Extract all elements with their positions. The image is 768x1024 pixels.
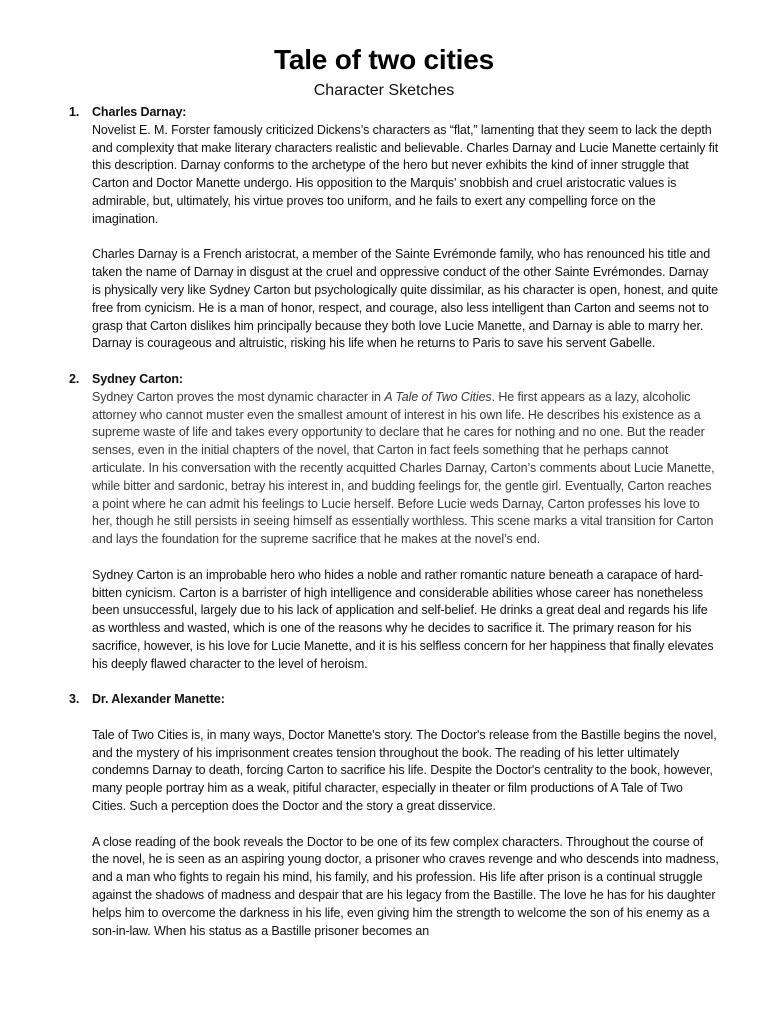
paragraph: Sydney Carton proves the most dynamic character in A Tale of Two Cities. He first appears as a lazy, alcoholic attorney who cannot muster even the smallest amount of interest in his own life. He describes his existence as a supreme waste of life and takes every opportunity to declare that he cares for nothing and no one. But the reader senses, even in the initial chapters of the novel, that Carton in fact feels something that he perhaps cannot articulate. In his conversation with the recently acquitted Charles Darnay, Carton’s comments about Lucie Manette, while bitter and sardonic, betray his interest in, and budding feelings for, the gentle girl. Eventually, Carton reaches a point where he can admit his feelings to Lucie herself. Before Lucie weds Darnay, Carton professes his love to her, though he still persists in seeing himself as essentially worthless. This scene marks a vital transition for Carton and lays the foundation for the supreme sacrifice that he makes at the novel’s end. <box>92 389 715 547</box>
paragraph: Novelist E. M. Forster famously criticized Dickens’s characters as “flat,” lamenting that they seem to lack the depth and complexity that make literary characters realistic and believable. Charles Darnay and Lucie Manette certainly fit this description. Darnay conforms to the archetype of the hero but never exhibits the kind of inner struggle that Carton and Doctor Manette undergo. His opposition to the Marquis’ snobbish and cruel aristocratic values is admirable, but, ultimately, his virtue proves too uniform, and he fails to exert any compelling force on the imagination. <box>92 122 719 226</box>
section-dr-alexander-manette <box>69 691 719 940</box>
book-title-italic: A Tale of Two Cities <box>384 389 492 404</box>
section-heading: Charles Darnay: <box>92 105 187 119</box>
paragraph: Charles Darnay is a French aristocrat, a member of the Sainte Evrémonde family, who has renounced his title and taken the name of Darnay in disgust at the cruel and oppressive conduct of the other Sainte Evrémondes. Darnay is physically very like Sydney Carton but psychologically quite dissimilar, as his character is open, honest, and quite free from cynicism. He is a man of honor, respect, and courage, also less intelligent than Carton and seems not to grasp that Carton dislikes him principally because they both love Lucie Manette, and Darnay is able to marry her. Darnay is courageous and altruistic, risking his life when he returns to Paris to save his servent Gabelle. <box>92 247 718 351</box>
section-number: 3. <box>69 692 80 707</box>
paragraph: A close reading of the book reveals the Doctor to be one of its few complex characters. Throughout the course of the novel, he is seen as an aspiring young doctor, a prisoner who craves revenge and who descends into madness, and a man who fights to regain his mind, his family, and his profession. His life after prison is a continual struggle against the shadows of madness and despair that are his legacy from the Bastille. The love he has for his daughter helps him to overcome the darkness in his life, even giving him the strength to welcome the son of his enemy as a son-in-law. When his status as a Bastille prisoner becomes an <box>92 834 719 938</box>
section-number: 1. <box>69 105 80 119</box>
section-charles-darnay <box>69 104 719 353</box>
section-heading: Sydney Carton: <box>92 371 183 386</box>
document-subtitle: Character Sketches <box>313 82 455 99</box>
paragraph: Tale of Two Cities is, in many ways, Doctor Manette's story. The Doctor's release from the Bastille begins the novel, and the mystery of his imprisonment creates tension throughout the book. The reading of his letter ultimately condemns Darnay to death, forcing Carton to sacrifice his life. Despite the Doctor's centrality to the book, however, many people portray him as a weak, pitiful character, especially in theater or film productions of A Tale of Two Cities. Such a perception does the Doctor and the story a great disservice. <box>92 727 717 814</box>
paragraph: Sydney Carton is an improbable hero who hides a noble and rather romantic nature beneath a carapace of hard-bitten cynicism. Carton is a barrister of high intelligence and considerable abilities whose career has nonetheless been unsuccessful, largely due to his lack of application and self-belief. He drinks a great deal and regards his life as worthless and wasted, which is one of the reasons why he decides to sacrifice it. The primary reason for his sacrifice, however, is his love for Lucie Manette, and it is his selfless concern for her happiness that finally elevates his deeply flawed character to the level of heroism. <box>92 567 714 671</box>
document-title: Tale of two cities <box>274 44 494 75</box>
section-heading: Dr. Alexander Manette: <box>92 692 225 707</box>
section-number: 2. <box>69 371 80 386</box>
section-sydney-carton <box>69 371 719 674</box>
document-body <box>69 104 719 940</box>
